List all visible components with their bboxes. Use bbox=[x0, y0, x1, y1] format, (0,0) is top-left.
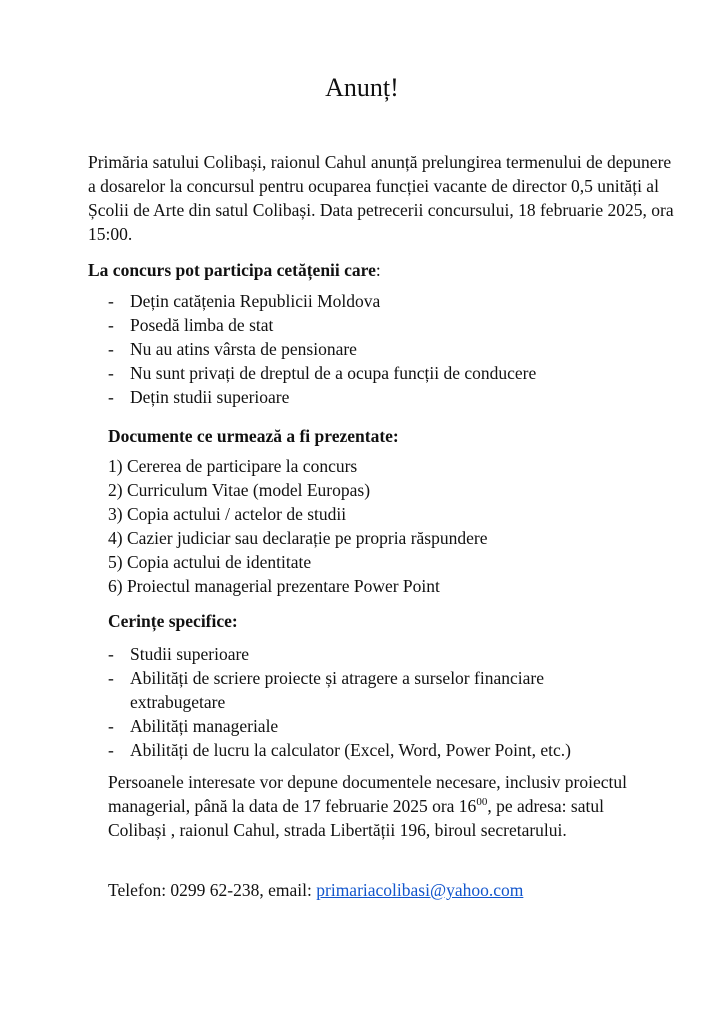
list-item bbox=[108, 666, 608, 714]
list-item bbox=[108, 313, 668, 337]
dash-marker: - bbox=[108, 387, 114, 407]
eligibility-heading-text: La concurs pot participa cetățenii care bbox=[88, 260, 376, 280]
requirements-heading: Cerințe specifice: bbox=[108, 611, 238, 631]
list-item-text: Dețin catățenia Republicii Moldova bbox=[130, 291, 381, 311]
list-item: 5) Copia actului de identitate bbox=[108, 552, 312, 572]
dash-marker: - bbox=[108, 339, 114, 359]
eligibility-heading bbox=[88, 258, 678, 282]
closing-text: Persoanele interesate vor depune documentele necesare, inclusiv proiectul managerial, până la data de 17 februarie 2025 ora 16 bbox=[108, 772, 627, 816]
dash-marker: - bbox=[108, 716, 114, 736]
list-item: 2) Curriculum Vitae (model Europas) bbox=[108, 480, 371, 500]
list-item bbox=[108, 385, 668, 409]
list-item-text: Nu sunt privați de dreptul de a ocupa funcții de conducere bbox=[130, 363, 537, 383]
list-item-text: Nu au atins vârsta de pensionare bbox=[130, 339, 357, 359]
documents-list bbox=[108, 454, 668, 598]
contact-line bbox=[108, 878, 668, 902]
time-superscript: 00 bbox=[476, 796, 488, 808]
list-item-text: Posedă limba de stat bbox=[130, 315, 274, 335]
email-link[interactable]: primariacolibasi@yahoo.com bbox=[316, 880, 524, 900]
closing-paragraph bbox=[108, 770, 648, 842]
list-item: 6) Proiectul managerial prezentare Power Point bbox=[108, 576, 440, 596]
list-item bbox=[108, 738, 608, 762]
dash-marker: - bbox=[108, 291, 114, 311]
dash-marker: - bbox=[108, 740, 114, 760]
list-item bbox=[108, 289, 668, 313]
announcement-title: Anunț! bbox=[325, 73, 399, 102]
list-item-text: Studii superioare bbox=[130, 644, 250, 664]
list-item: 3) Copia actului / actelor de studii bbox=[108, 504, 347, 524]
dash-marker: - bbox=[108, 668, 114, 688]
closing-text-continued: , pe adresa: satul Colibași , raionul Cahul, strada Libertății 196, biroul secretarului. bbox=[108, 796, 604, 840]
list-item bbox=[108, 337, 668, 361]
documents-heading: Documente ce urmează a fi prezentate: bbox=[108, 426, 399, 446]
contact-label: Telefon: 0299 62-238, email: bbox=[108, 880, 317, 900]
list-item bbox=[108, 361, 668, 385]
list-item-text: Dețin studii superioare bbox=[130, 387, 290, 407]
list-item-text: Abilități manageriale bbox=[130, 716, 279, 736]
list-item-text: Abilități de scriere proiecte și atragere a surselor financiare extrabugetare bbox=[130, 668, 544, 712]
eligibility-list bbox=[108, 289, 668, 409]
intro-paragraph: Primăria satului Colibași, raionul Cahul anunță prelungirea termenului de depunere a dosarelor la concursul pentru ocuparea funcției vacante de director 0,5 unități al Școlii de Arte din satul Colibași. Data petrecerii concursului, 18 februarie 2025, ora 15:00. bbox=[88, 152, 674, 244]
list-item bbox=[108, 714, 608, 738]
eligibility-heading-colon: : bbox=[375, 260, 381, 280]
list-item-text: Abilități de lucru la calculator (Excel, Word, Power Point, etc.) bbox=[130, 740, 571, 760]
dash-marker: - bbox=[108, 315, 114, 335]
dash-marker: - bbox=[108, 363, 114, 383]
list-item: 4) Cazier judiciar sau declarație pe propria răspundere bbox=[108, 528, 488, 548]
dash-marker: - bbox=[108, 644, 114, 664]
list-item bbox=[108, 642, 608, 666]
list-item: 1) Cererea de participare la concurs bbox=[108, 456, 358, 476]
requirements-list bbox=[108, 642, 608, 762]
